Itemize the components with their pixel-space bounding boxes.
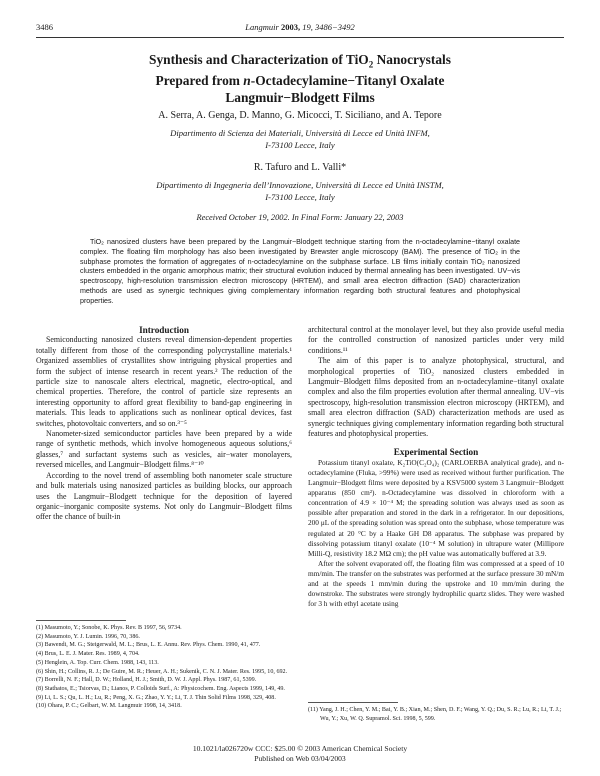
references-rule [308,702,398,703]
reference-item: (8) Stathatos, E.; Tsiorvas, D.; Lianos, P. Colloids Surf., A: Physicochem. Eng. Aspects 1999, 149, 49. [36,685,285,692]
author-list-2: R. Tafuro and L. Valli* [253,162,347,173]
references-left [36,624,292,711]
paragraph: After the solvent evaporated off, the floating film was compressed at a speed of 10 mm/min. The transfer on the substrates was performed at the surface pressure 30 mN/m and at the speeds 1 mm/min during the upstroke and 10 mm/min during the downstroke. The substrates were strongly hydrophilic quartz slides. They were washed for 3 h with ethyl acetate using [308,558,564,609]
affiliation-1: Dipartimento di Scienza dei Materiali, Università di Lecce ed Unità INFM, I-73100 Lecce, Italy [170,128,430,150]
reference-item: (2) Masumoto, Y. J. Lumin. 1996, 70, 386. [36,633,140,640]
left-column [36,325,292,523]
reference-item: (7) Borrelli, N. F.; Hall, D. W.; Holland, H. J.; Smith, D. W. J. Appl. Phys. 1987, 61, 5399. [36,677,257,684]
page-number: 3486 [36,22,53,32]
abstract: TiO₂ nanosized clusters have been prepared by the Langmuir−Blodgett technique starting from the n-octadecylamine−titanyl oxalate complex. The floating film morphology has also been investigated by Brewster angle microscopy (BAM). The presence of TiO₂ in the subphase promotes the formation of aggregates of n-octadecylamine on the subphase surface. LB films initially contain TiO₂ nanosized clusters embedded in the organic amorphous matrix; their structural evolution induced by thermal annealing has been investigated. UV−vis spectroscopy, high-resolution transmission electron microscopy (HRTEM), and small area electron diffraction (SAD) characterization methods are used as synergic techniques giving complementary information regarding both structural features and photophysical properties. [80,238,520,305]
doi-copyright: 10.1021/la026720w CCC: $25.00 © 2003 American Chemical Society [192,744,408,753]
references-right [308,706,564,723]
reference-item: (6) Shin, H.; Collins, R. J.; De Guire, M. R.; Heuer, A. H.; Sukenik, C. N. J. Mater. Res. 1995, 10, 692. [36,668,288,675]
page-footer [36,744,564,764]
paragraph: Nanometer-sized semiconductor particles have been prepared by a wide range of synthetic methods, which involve homogeneous aqueous solutions,⁶ glasses,⁷ and surfactant systems such as vesicles, air−water monolayers, reversed micelles, and Langmuir−Blodgett films.⁸⁻¹⁰ [36,429,292,470]
paragraph: Potassium titanyl oxalate, K₂TiO(C₂O₄)₂ (CARLOERBA analytical grade), and n-octadecylamine (Fluka, >99%) were used as received without further purification. The Langmuir−Blodgett films were deposited by a KSV5000 system 3 Langmuir−Blodgett apparatus (850 cm²). n-Octadecylamine was dissolved in chloroform with a concentration of 4.9 × 10⁻⁴ M; the spreading solution was always used as soon as possible after preparation and stored in the dark in a refrigerator. In our depositions, 200 μL of the spreading solution was spread onto the subphase, whose temperature was regulated at 20 °C by a Haake GH D8 apparatus. The subphase was prepared by dissolving potassium titanyl oxalate (10⁻⁴ M solution) in ultrapure water (Millipore Milli-Q, resistivity 18.2 MΩ cm); the pH value was automatically buffered at 3.9. [308,457,564,558]
author-list-1: A. Serra, A. Genga, D. Manno, G. Micocci, T. Siciliano, and A. Tepore [158,110,442,121]
section-heading-introduction: Introduction [139,325,189,335]
publication-date: Published on Web 03/04/2003 [254,754,346,763]
section-heading-experimental: Experimental Section [393,447,479,458]
right-column [308,325,564,609]
affiliation-2: Dipartimento di Ingegneria dell’Innovazione, Università di Lecce ed Unità INSTM, I-73100 Lecce, Italy [156,180,444,202]
article-title: Synthesis and Characterization of TiO$_2$ Nanocrystals Prepared from n-Octadecylamine−Titanyl Oxalate Langmuir−Blodgett Films [149,52,451,105]
paragraph: Semiconducting nanosized clusters reveal dimension-dependent properties totally different from those of the corresponding polycrystalline materials.¹ Organized assemblies of crystallites show intriguing physical properties and form the subject of intense research in recent years.² The reduction of the particle size to nanoscale alters electrical, magnetic, electro-optical, and chemical properties. Therefore, the control of particle size represents an interesting opportunity to afford great flexibility to band-gap engineering in materials. This leads to applications such as nonlinear optical devices, fast switches, photovoltaic converters, and so on.³⁻⁵ [36,335,292,428]
reference-item: (9) Li, L. S.; Qu, L. H.; Lu, R.; Peng, X. G.; Zhao, Y. Y.; Li, T. J. Thin Solid Films 1998, 329, 408. [36,694,276,701]
journal-name: Langmuir [245,22,279,32]
paragraph: architectural control at the monolayer level, but they also provide useful media for the controlled construction of nanosized particles under very mild conditions.¹¹ [308,325,564,355]
reference-item: (11) Yang, J. H.; Chen, Y. M.; Bai, Y. B.; Xian, M.; Shen, D. F.; Wang, Y. Q.; Du, S. R.; Lu, R.; Li, T. J.; Wu, Y.; Xu, W. Q. Supramol. Sci. 1998, 5, 599. [308,707,562,722]
references-rule [36,620,126,621]
reference-item: (10) Ohara, P. C.; Gelbart, W. M. Langmuir 1998, 14, 3418. [36,703,182,710]
paragraph: According to the novel trend of assembling both nanometer scale structure and bulk materials using nanosized particles as building blocks, our approach uses the Langmuir−Blodgett technique for the deposition of layered organic−inorganic composite systems. Not only do Langmuir−Blodgett films offer the chance of built-in [36,470,292,522]
reference-item: (3) Bawendi, M. G.; Steigerwald, M. L.; Brus, L. E. Annu. Rev. Phys. Chem. 1990, 41, 477. [36,642,261,649]
reference-item: (4) Brus, L. E. J. Mater. Res. 1989, 4, 704. [36,651,140,658]
journal-year: 2003, [280,22,301,32]
running-header [36,22,564,34]
reference-item: (1) Masumoto, Y.; Sonobe, K. Phys. Rev. B 1997, 56, 9734. [36,625,182,631]
journal-volume-pages: 19, 3486−3492 [300,22,355,32]
journal-citation [36,22,564,32]
reference-item: (5) Henglein, A. Top. Curr. Chem. 1988, 143, 113. [36,659,159,666]
header-rule [36,37,564,38]
paragraph: The aim of this paper is to analyze photophysical, structural, and morphological properties of TiO₂ nanosized clusters embedded in Langmuir−Blodgett films deposited from an n-octadecylamine−titanyl oxalate complex and also the film properties evolution after thermal annealing. UV−vis spectroscopy, high-resolution transmission electron microscopy (HRTEM), and small area electron diffraction (SAD) characterization methods are used as synergic techniques giving complementary information regarding both structural features and photophysical properties. [308,356,564,439]
received-dates: Received October 19, 2002. In Final Form: January 22, 2003 [196,213,404,222]
